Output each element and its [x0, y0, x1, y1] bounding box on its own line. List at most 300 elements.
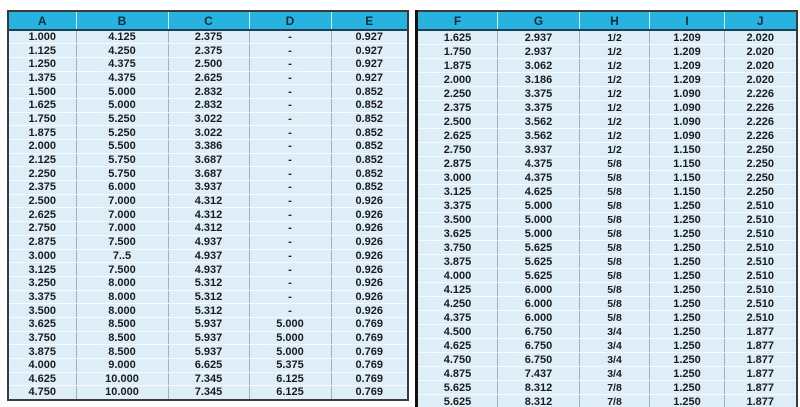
- table-cell: 1.250: [650, 367, 725, 381]
- table-cell: 1.877: [725, 381, 797, 395]
- table-cell: 7/8: [580, 381, 650, 395]
- table-cell: 1.150: [650, 171, 725, 185]
- table-cell: 4.625: [8, 372, 76, 386]
- table-row: [417, 311, 797, 325]
- table-cell: 5/8: [580, 283, 650, 297]
- table-cell: 5.000: [76, 85, 168, 99]
- table-cell: 4.312: [168, 208, 249, 222]
- table-cell: 1.875: [417, 59, 498, 73]
- column-header-i: I: [650, 11, 725, 30]
- table-row: [8, 194, 408, 208]
- table-row: [8, 126, 408, 140]
- table-cell: 8.500: [76, 331, 168, 345]
- table-cell: 0.769: [331, 359, 408, 373]
- table-cell: 1.877: [725, 353, 797, 367]
- table-row: [8, 345, 408, 359]
- table-cell: 1.250: [650, 213, 725, 227]
- table-cell: 2.750: [417, 143, 498, 157]
- table-row: [8, 30, 408, 44]
- table-cell: 0.926: [331, 276, 408, 290]
- table-cell: 4.937: [168, 235, 249, 249]
- table-cell: 2.375: [168, 30, 249, 44]
- table-cell: 6.000: [498, 283, 580, 297]
- table-cell: 4.625: [498, 185, 580, 199]
- table-cell: 2.000: [417, 73, 498, 87]
- table-cell: -: [249, 85, 331, 99]
- table-cell: 6.000: [498, 297, 580, 311]
- table-row: [417, 213, 797, 227]
- table-row: [8, 249, 408, 263]
- table-cell: 1.250: [650, 241, 725, 255]
- table-row: [8, 208, 408, 222]
- table-cell: 7.000: [76, 194, 168, 208]
- table-row: [417, 129, 797, 143]
- table-cell: 2.226: [725, 101, 797, 115]
- column-header-j: J: [725, 11, 797, 30]
- table-cell: 8.312: [498, 381, 580, 395]
- table-cell: 3.500: [417, 213, 498, 227]
- table-cell: 3.250: [8, 276, 76, 290]
- table-cell: -: [249, 57, 331, 71]
- table-cell: 6.750: [498, 339, 580, 353]
- table-cell: 1.250: [650, 297, 725, 311]
- table-cell: 0.926: [331, 304, 408, 318]
- table-cell: 0.926: [331, 290, 408, 304]
- table-cell: 1.125: [8, 44, 76, 58]
- table-row: [8, 276, 408, 290]
- table-cell: 2.510: [725, 213, 797, 227]
- table-cell: 1.375: [8, 71, 76, 85]
- table-cell: 2.875: [8, 235, 76, 249]
- table-cell: 2.020: [725, 45, 797, 59]
- table-cell: 6.125: [249, 372, 331, 386]
- table-cell: 5.000: [249, 345, 331, 359]
- table-cell: 0.852: [331, 167, 408, 181]
- table-cell: 5.312: [168, 304, 249, 318]
- table-cell: -: [249, 222, 331, 236]
- table-cell: 2.832: [168, 98, 249, 112]
- table-cell: 2.510: [725, 227, 797, 241]
- table-cell: 0.852: [331, 140, 408, 154]
- table-cell: 6.625: [168, 359, 249, 373]
- table-cell: 3.875: [8, 345, 76, 359]
- table-cell: 10.000: [76, 386, 168, 400]
- table-cell: -: [249, 153, 331, 167]
- table-cell: 3.937: [168, 181, 249, 195]
- table-cell: 0.852: [331, 85, 408, 99]
- table-cell: 0.927: [331, 30, 408, 44]
- table-cell: 1.250: [650, 283, 725, 297]
- table-cell: 2.510: [725, 297, 797, 311]
- table-cell: 1.250: [650, 227, 725, 241]
- table-row: [8, 263, 408, 277]
- table-cell: 4.250: [76, 44, 168, 58]
- table-cell: 10.000: [76, 372, 168, 386]
- table-cell: 1.150: [650, 157, 725, 171]
- table-cell: 3.062: [498, 59, 580, 73]
- table-cell: 4.375: [498, 157, 580, 171]
- table-cell: 1.877: [725, 367, 797, 381]
- table-cell: -: [249, 249, 331, 263]
- table-cell: 5.750: [76, 167, 168, 181]
- table-row: [8, 167, 408, 181]
- table-cell: 0.927: [331, 71, 408, 85]
- table-cell: 2.000: [8, 140, 76, 154]
- table-cell: 5.625: [498, 269, 580, 283]
- column-header-f: F: [417, 11, 498, 30]
- table-row: [8, 71, 408, 85]
- table-cell: 1/2: [580, 143, 650, 157]
- table-cell: 8.500: [76, 317, 168, 331]
- table-cell: 0.769: [331, 331, 408, 345]
- table-cell: 1.150: [650, 185, 725, 199]
- table-cell: -: [249, 126, 331, 140]
- table-cell: 5/8: [580, 241, 650, 255]
- table-cell: 3.562: [498, 115, 580, 129]
- column-header-g: G: [498, 11, 580, 30]
- table-cell: 5.000: [498, 227, 580, 241]
- table-cell: 5/8: [580, 227, 650, 241]
- table-cell: 3.125: [417, 185, 498, 199]
- table-cell: 2.510: [725, 311, 797, 325]
- table-row: [8, 181, 408, 195]
- table-cell: 1.150: [650, 143, 725, 157]
- table-cell: 2.250: [8, 167, 76, 181]
- table-cell: 2.375: [168, 44, 249, 58]
- table-cell: -: [249, 290, 331, 304]
- table-cell: 5.750: [76, 153, 168, 167]
- table-cell: 0.926: [331, 263, 408, 277]
- table-cell: 5/8: [580, 171, 650, 185]
- table-cell: 1.209: [650, 45, 725, 59]
- table-cell: 3.687: [168, 167, 249, 181]
- table-cell: 0.926: [331, 235, 408, 249]
- table-cell: 1/2: [580, 129, 650, 143]
- table-cell: 3/4: [580, 353, 650, 367]
- table-row: [417, 157, 797, 171]
- table-cell: 5.937: [168, 317, 249, 331]
- table-cell: 6.000: [498, 311, 580, 325]
- table-cell: 5/8: [580, 269, 650, 283]
- table-cell: 2.375: [8, 181, 76, 195]
- table-cell: 2.510: [725, 269, 797, 283]
- column-header-c: C: [168, 11, 249, 30]
- table-cell: 6.750: [498, 325, 580, 339]
- table-cell: 7.437: [498, 367, 580, 381]
- table-cell: 4.375: [498, 171, 580, 185]
- table-cell: 3.022: [168, 126, 249, 140]
- table-cell: 5.937: [168, 331, 249, 345]
- table-row: [417, 297, 797, 311]
- table-cell: 1.250: [650, 325, 725, 339]
- table-cell: 5.625: [417, 395, 498, 407]
- table-cell: 3.125: [8, 263, 76, 277]
- table-cell: 3/4: [580, 325, 650, 339]
- table-cell: 4.937: [168, 249, 249, 263]
- table-cell: 2.125: [8, 153, 76, 167]
- table-cell: -: [249, 71, 331, 85]
- table-row: [417, 283, 797, 297]
- table-cell: 3/4: [580, 367, 650, 381]
- table-cell: 1.250: [650, 311, 725, 325]
- table-cell: 1.250: [650, 353, 725, 367]
- table-cell: 1.250: [650, 255, 725, 269]
- table-cell: 0.769: [331, 345, 408, 359]
- table-cell: 5.000: [249, 331, 331, 345]
- table-cell: 5.250: [76, 112, 168, 126]
- table-cell: 2.250: [417, 87, 498, 101]
- table-cell: 1.090: [650, 87, 725, 101]
- table-cell: 1/2: [580, 73, 650, 87]
- table-cell: -: [249, 112, 331, 126]
- table-cell: 2.832: [168, 85, 249, 99]
- table-cell: 8.000: [76, 304, 168, 318]
- table-body-left: [8, 30, 408, 400]
- table-cell: 1.250: [650, 269, 725, 283]
- table-cell: 5/8: [580, 157, 650, 171]
- table-row: [8, 235, 408, 249]
- table-cell: 5.000: [76, 98, 168, 112]
- table-cell: -: [249, 194, 331, 208]
- table-row: [8, 222, 408, 236]
- table-cell: 0.852: [331, 112, 408, 126]
- table-cell: 1/2: [580, 101, 650, 115]
- table-cell: 3.375: [498, 87, 580, 101]
- table-cell: 1.625: [417, 30, 498, 45]
- table-cell: 7..5: [76, 249, 168, 263]
- table-cell: 3.875: [417, 255, 498, 269]
- header-row-left: [8, 11, 408, 30]
- table-cell: 6.750: [498, 353, 580, 367]
- table-cell: 1.209: [650, 73, 725, 87]
- table-row: [8, 386, 408, 400]
- table-cell: 2.500: [8, 194, 76, 208]
- table-cell: 5.000: [249, 317, 331, 331]
- table-cell: 2.250: [725, 171, 797, 185]
- table-row: [8, 317, 408, 331]
- table-row: [417, 227, 797, 241]
- table-cell: 2.937: [498, 30, 580, 45]
- table-row: [417, 87, 797, 101]
- table-cell: 0.852: [331, 126, 408, 140]
- table-cell: 4.750: [417, 353, 498, 367]
- table-cell: 1.750: [8, 112, 76, 126]
- table-row: [417, 241, 797, 255]
- table-cell: 4.375: [76, 57, 168, 71]
- table-row: [8, 140, 408, 154]
- table-cell: 0.769: [331, 317, 408, 331]
- table-cell: 4.000: [417, 269, 498, 283]
- table-row: [417, 115, 797, 129]
- table-cell: 5.625: [498, 241, 580, 255]
- table-cell: -: [249, 167, 331, 181]
- table-cell: 1/2: [580, 115, 650, 129]
- table-cell: 1/2: [580, 87, 650, 101]
- table-cell: 2.250: [725, 185, 797, 199]
- table-cell: 2.226: [725, 87, 797, 101]
- table-cell: 8.500: [76, 345, 168, 359]
- table-cell: 5.000: [498, 199, 580, 213]
- header-row-right: [417, 11, 797, 30]
- table-cell: 3.750: [8, 331, 76, 345]
- table-cell: 7.345: [168, 386, 249, 400]
- table-cell: -: [249, 98, 331, 112]
- table-cell: 2.020: [725, 59, 797, 73]
- table-cell: 5/8: [580, 213, 650, 227]
- table-cell: 1.750: [417, 45, 498, 59]
- table-cell: 3.500: [8, 304, 76, 318]
- table-cell: 1.250: [650, 339, 725, 353]
- table-cell: 1.250: [650, 199, 725, 213]
- table-cell: 3/4: [580, 339, 650, 353]
- table-cell: 1.250: [8, 57, 76, 71]
- table-cell: 1.090: [650, 129, 725, 143]
- table-cell: 2.020: [725, 73, 797, 87]
- table-cell: 4.125: [76, 30, 168, 44]
- table-row: [8, 98, 408, 112]
- table-cell: 2.020: [725, 30, 797, 45]
- table-cell: 3.375: [8, 290, 76, 304]
- table-row: [417, 325, 797, 339]
- table-cell: 0.769: [331, 372, 408, 386]
- table-cell: 8.000: [76, 276, 168, 290]
- table-cell: 4.500: [417, 325, 498, 339]
- table-cell: -: [249, 208, 331, 222]
- table-cell: 5/8: [580, 311, 650, 325]
- table-cell: 1.209: [650, 30, 725, 45]
- table-cell: 4.125: [417, 283, 498, 297]
- table-cell: 1.250: [650, 395, 725, 407]
- table-cell: 3.386: [168, 140, 249, 154]
- table-cell: 0.769: [331, 386, 408, 400]
- table-cell: 1/2: [580, 59, 650, 73]
- table-cell: -: [249, 235, 331, 249]
- table-row: [417, 339, 797, 353]
- column-header-d: D: [249, 11, 331, 30]
- table-row: [417, 353, 797, 367]
- table-cell: 2.510: [725, 241, 797, 255]
- table-cell: -: [249, 30, 331, 44]
- table-cell: 1.500: [8, 85, 76, 99]
- table-cell: 5/8: [580, 199, 650, 213]
- table-row: [417, 73, 797, 87]
- table-row: [417, 381, 797, 395]
- table-cell: 7/8: [580, 395, 650, 407]
- table-cell: 2.250: [725, 157, 797, 171]
- table-cell: 3.625: [417, 227, 498, 241]
- table-row: [417, 45, 797, 59]
- table-cell: 3.000: [417, 171, 498, 185]
- table-cell: 0.927: [331, 57, 408, 71]
- table-cell: 0.926: [331, 222, 408, 236]
- table-cell: 2.875: [417, 157, 498, 171]
- table-cell: 3.375: [417, 199, 498, 213]
- table-cell: 3.186: [498, 73, 580, 87]
- table-cell: 4.375: [417, 311, 498, 325]
- table-row: [417, 367, 797, 381]
- table-cell: -: [249, 44, 331, 58]
- table-cell: 2.937: [498, 45, 580, 59]
- table-row: [8, 153, 408, 167]
- table-cell: 5/8: [580, 185, 650, 199]
- table-cell: 3.937: [498, 143, 580, 157]
- table-row: [417, 199, 797, 213]
- table-row: [417, 143, 797, 157]
- table-cell: 5.250: [76, 126, 168, 140]
- table-cell: 5.312: [168, 290, 249, 304]
- table-cell: 1.000: [8, 30, 76, 44]
- table-cell: 2.250: [725, 143, 797, 157]
- column-header-h: H: [580, 11, 650, 30]
- table-cell: 4.312: [168, 194, 249, 208]
- table-cell: 1/2: [580, 45, 650, 59]
- table-cell: 1.625: [8, 98, 76, 112]
- table-body-right: [417, 30, 797, 407]
- table-cell: 0.926: [331, 249, 408, 263]
- table-cell: 5.500: [76, 140, 168, 154]
- table-cell: 1.250: [650, 381, 725, 395]
- table-cell: 2.226: [725, 115, 797, 129]
- table-row: [8, 331, 408, 345]
- table-cell: 6.125: [249, 386, 331, 400]
- table-cell: 2.500: [417, 115, 498, 129]
- table-cell: 3.375: [498, 101, 580, 115]
- table-cell: 3.562: [498, 129, 580, 143]
- table-cell: 4.750: [8, 386, 76, 400]
- table-cell: 7.345: [168, 372, 249, 386]
- table-cell: 4.250: [417, 297, 498, 311]
- table-row: [8, 290, 408, 304]
- table-cell: 2.510: [725, 199, 797, 213]
- table-cell: 4.875: [417, 367, 498, 381]
- dimension-table-right: [415, 10, 798, 407]
- table-cell: 4.312: [168, 222, 249, 236]
- table-row: [417, 395, 797, 407]
- table-cell: 1/2: [580, 30, 650, 45]
- table-row: [8, 44, 408, 58]
- table-cell: -: [249, 304, 331, 318]
- table-cell: 8.312: [498, 395, 580, 407]
- table-cell: 1.877: [725, 339, 797, 353]
- table-cell: 7.500: [76, 263, 168, 277]
- table-cell: 1.877: [725, 325, 797, 339]
- table-cell: -: [249, 181, 331, 195]
- column-header-b: B: [76, 11, 168, 30]
- table-cell: 2.375: [417, 101, 498, 115]
- table-cell: 5/8: [580, 297, 650, 311]
- table-cell: 2.510: [725, 283, 797, 297]
- table-cell: 5.937: [168, 345, 249, 359]
- table-cell: 3.625: [8, 317, 76, 331]
- table-cell: 7.000: [76, 222, 168, 236]
- table-cell: 5.000: [498, 213, 580, 227]
- table-cell: -: [249, 263, 331, 277]
- table-cell: 1.209: [650, 59, 725, 73]
- table-cell: 2.226: [725, 129, 797, 143]
- table-row: [417, 255, 797, 269]
- table-row: [8, 57, 408, 71]
- table-row: [8, 112, 408, 126]
- table-cell: 2.625: [8, 208, 76, 222]
- table-cell: 0.926: [331, 194, 408, 208]
- column-header-a: A: [8, 11, 76, 30]
- table-cell: 0.852: [331, 153, 408, 167]
- table-cell: 1.875: [8, 126, 76, 140]
- table-cell: 1.090: [650, 115, 725, 129]
- table-row: [417, 30, 797, 45]
- table-cell: 4.000: [8, 359, 76, 373]
- table-cell: 4.937: [168, 263, 249, 277]
